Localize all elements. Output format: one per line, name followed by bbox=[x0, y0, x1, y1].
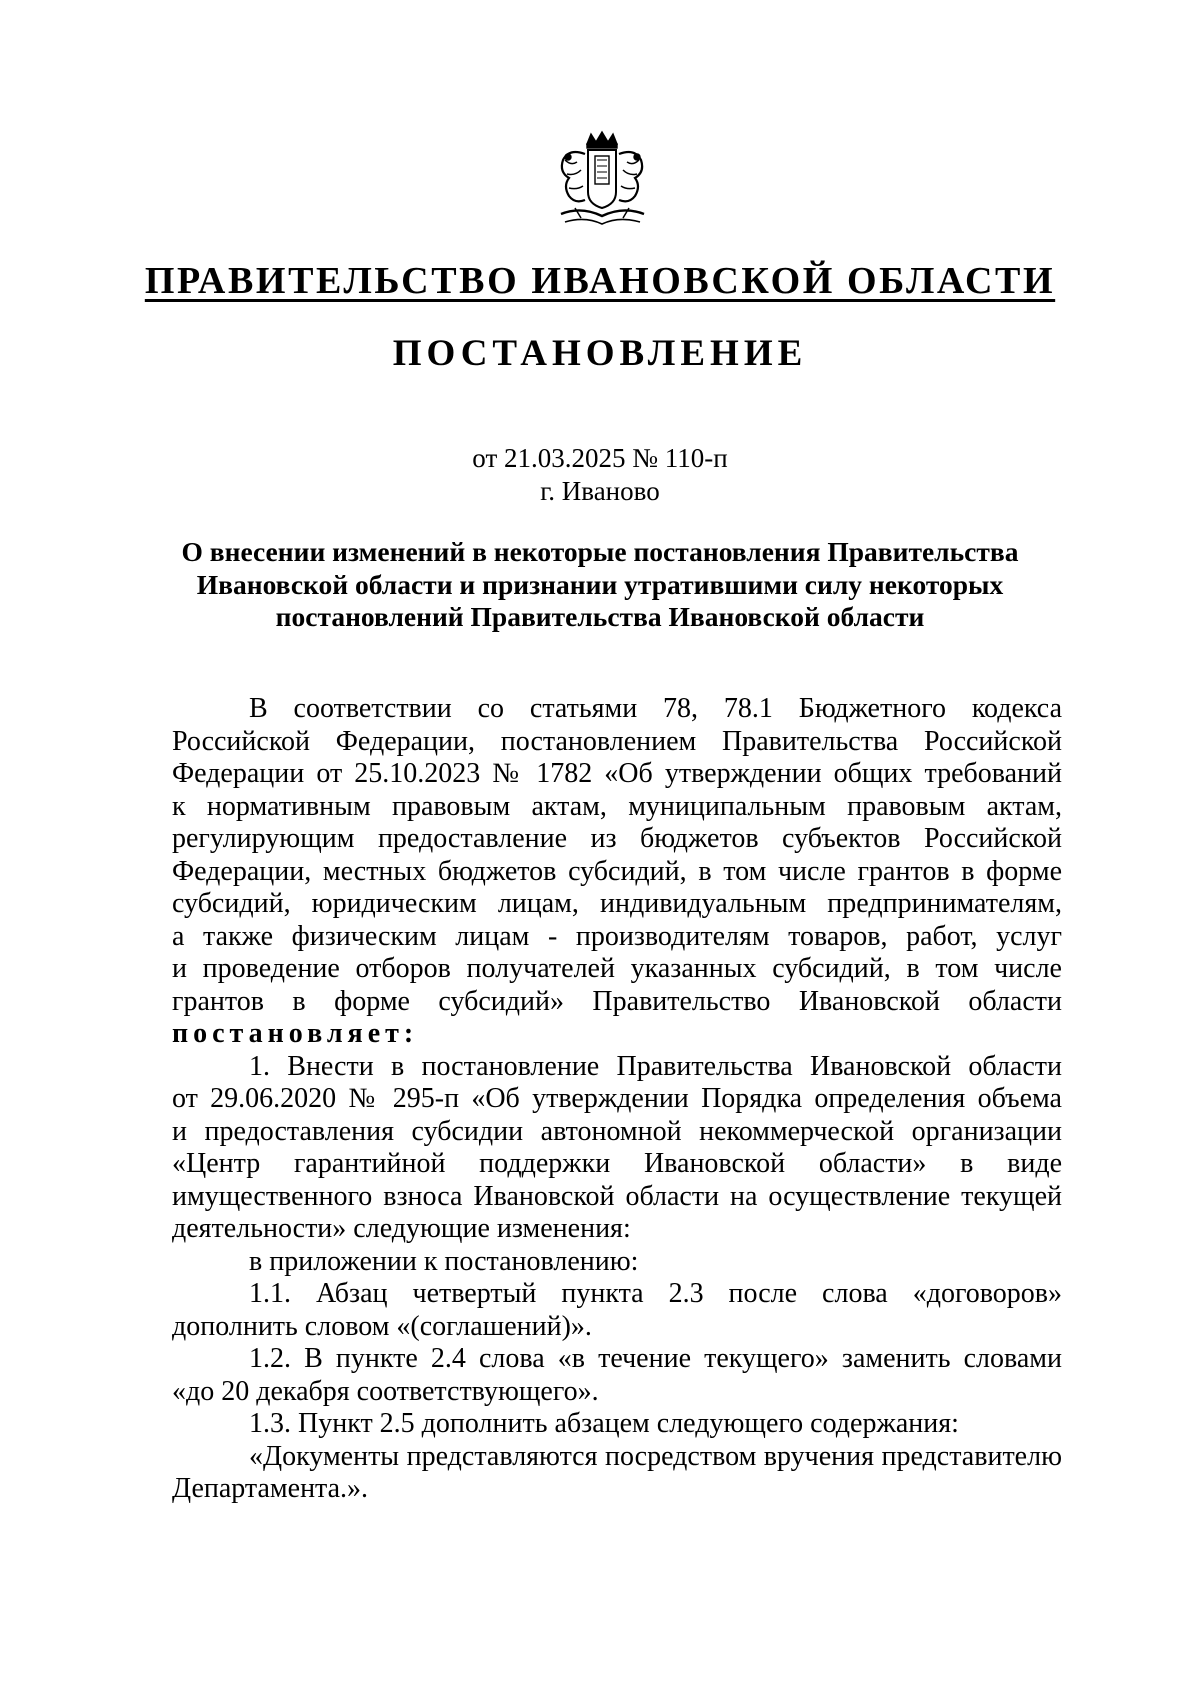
resolution-keyword: постановляет: bbox=[172, 1018, 419, 1049]
body-line: к нормативным правовым актам, муниципальным правовым актам, bbox=[172, 790, 1062, 822]
body-line: грантов в форме субсидий» Правительство Ивановской области bbox=[172, 985, 1062, 1017]
body-line: «до 20 декабря соответствующего». bbox=[172, 1375, 599, 1407]
body-line: «Документы представляются посредством вручения представителю bbox=[249, 1440, 1062, 1472]
body-line: 1.3. Пункт 2.5 дополнить абзацем следующего содержания: bbox=[249, 1408, 959, 1439]
body-line: и проведение отборов получателей указанных субсидий, в том числе bbox=[172, 953, 1062, 984]
document-city: г. Иваново bbox=[540, 476, 660, 506]
body-line: 1. Внести в постановление Правительства Ивановской области bbox=[249, 1050, 1062, 1082]
body-line: регулирующим предоставление из бюджетов субъектов Российской bbox=[172, 823, 1062, 854]
body-line: а также физическим лицам - производителям товаров, работ, услуг bbox=[172, 920, 1062, 952]
body-line: Федерации от 25.10.2023 № 1782 «Об утверждении общих требований bbox=[172, 758, 1062, 789]
document-date-number: от 21.03.2025 № 110-п bbox=[472, 443, 728, 473]
document-body bbox=[172, 693, 1062, 1506]
body-line: субсидий, юридическим лицам, индивидуальным предпринимателям, bbox=[172, 888, 1062, 919]
body-line: в приложении к постановлению: bbox=[249, 1245, 639, 1277]
body-line: «Центр гарантийной поддержки Ивановской области» в виде bbox=[172, 1148, 1062, 1179]
body-line: деятельности» следующие изменения: bbox=[172, 1213, 631, 1244]
subject-line: О внесении изменений в некоторые постановления Правительства bbox=[181, 536, 1019, 567]
body-line: и предоставления субсидии автономной некоммерческой организации bbox=[172, 1115, 1062, 1147]
body-line: Департамента.». bbox=[172, 1473, 369, 1504]
body-line: от 29.06.2020 № 295-п «Об утверждении Порядка определения объема bbox=[172, 1083, 1062, 1114]
subject-line: постановлений Правительства Ивановской области bbox=[275, 601, 925, 632]
body-line: Российской Федерации, постановлением Правительства Российской bbox=[172, 725, 1062, 757]
body-line: 1.2. В пункте 2.4 слова «в течение текущего» заменить словами bbox=[249, 1343, 1062, 1374]
body-line: имущественного взноса Ивановской области на осуществление текущей bbox=[172, 1180, 1062, 1212]
body-line: 1.1. Абзац четвертый пункта 2.3 после слова «договоров» bbox=[249, 1278, 1062, 1309]
government-title: ПРАВИТЕЛЬСТВО ИВАНОВСКОЙ ОБЛАСТИ bbox=[144, 260, 1056, 302]
document-type: ПОСТАНОВЛЕНИЕ bbox=[392, 333, 808, 374]
body-line: дополнить словом «(соглашений)». bbox=[172, 1310, 592, 1342]
body-line: Федерации, местных бюджетов субсидий, в том числе грантов в форме bbox=[172, 855, 1062, 887]
body-line: В соответствии со статьями 78, 78.1 Бюджетного кодекса bbox=[249, 693, 1062, 724]
coat-of-arms-emblem bbox=[555, 130, 650, 230]
subject-line: Ивановской области и признании утратившими силу некоторых bbox=[196, 568, 1004, 600]
document-subject bbox=[160, 536, 1040, 634]
